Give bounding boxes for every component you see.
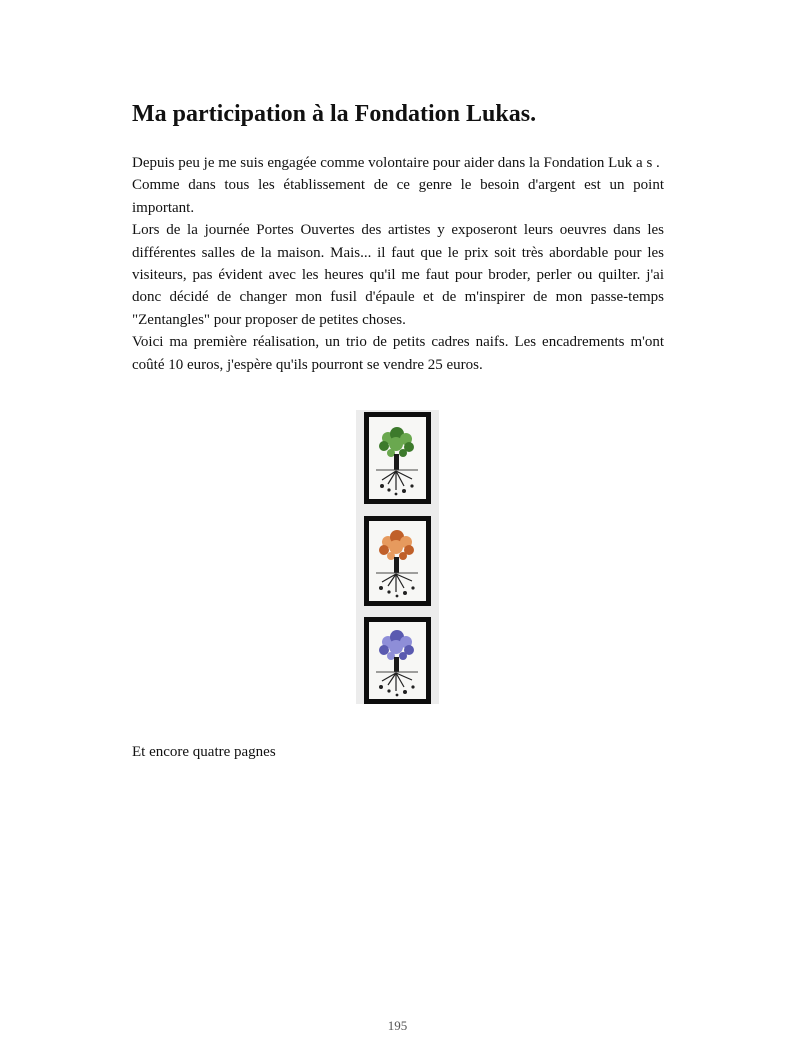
blue-tree-frame <box>364 617 431 704</box>
page-title: Ma participation à la Fondation Lukas. <box>132 101 537 127</box>
green-tree-frame <box>364 412 431 504</box>
paragraph: Lors de la journée Portes Ouvertes des artistes y exposeront leurs oeuvres dans les différentes salles de la maison. Mais... il faut que le prix soit très abordable pour les visiteurs, pas évident avec les heures qu'il me faut pour broder, perler ou quilter. j'ai donc décidé de changer mon fusil d'épaule et de m'inspirer de mon passe-temps "Zentangles" pour proposer de petites choses. <box>132 222 664 328</box>
caption: Et encore quatre pagnes <box>132 744 276 760</box>
orange-tree-frame <box>364 516 431 606</box>
framed-art-photo <box>356 410 439 704</box>
page-number: 195 <box>387 1018 408 1033</box>
paragraph: Comme dans tous les établissement de ce genre le besoin d'argent est un point important. <box>132 177 664 216</box>
paragraph: Depuis peu je me suis engagée comme volontaire pour aider dans la Fondation Luk a s . <box>132 155 660 171</box>
body-text <box>132 152 664 376</box>
paragraph: Voici ma première réalisation, un trio de petits cadres naifs. Les encadrements m'ont coûté 10 euros, j'espère qu'ils pourront se vendre 25 euros. <box>132 334 664 373</box>
